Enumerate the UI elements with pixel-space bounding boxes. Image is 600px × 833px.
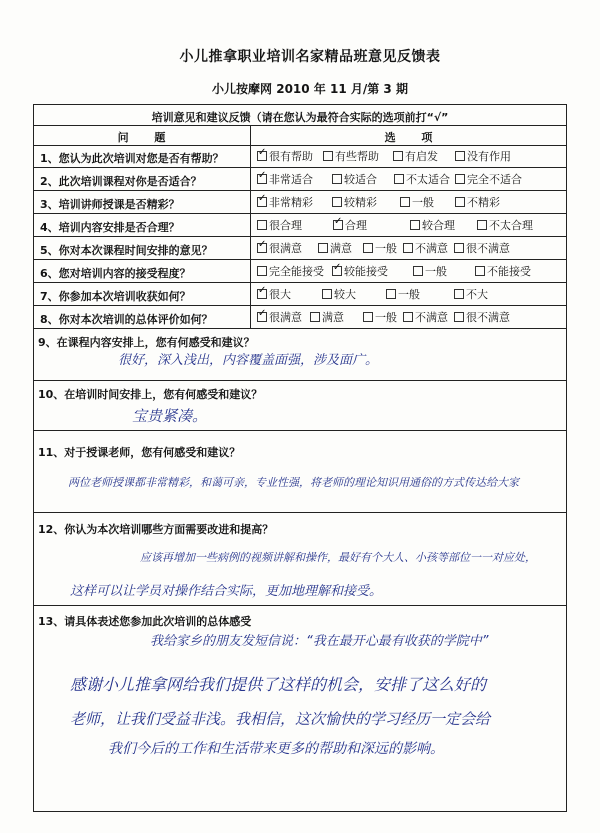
option-label: 完全不适合 <box>467 173 522 186</box>
checkbox[interactable] <box>386 289 396 299</box>
checkbox[interactable] <box>454 312 464 322</box>
question-1: 1、您认为此次培训对您是否有帮助？ <box>40 152 224 165</box>
option-label: 非常适合 <box>269 173 313 186</box>
table-rule <box>33 167 567 168</box>
option-label: 较适合 <box>344 173 377 186</box>
checkbox[interactable] <box>413 266 423 276</box>
option-label: 不精彩 <box>467 196 500 209</box>
question-2: 2、此次培训课程对你是否适合？ <box>40 175 202 188</box>
answer-9[interactable]: 很好，深入浅出，内容覆盖面强，涉及面广。 <box>118 353 379 368</box>
option-label: 一般 <box>375 242 397 255</box>
option-label: 很不满意 <box>466 311 510 324</box>
option-label: 不大 <box>466 288 488 301</box>
option[interactable] <box>310 311 344 323</box>
option[interactable] <box>363 311 397 323</box>
column-header-options: 选 项 <box>384 131 433 144</box>
option-label: 很满意 <box>269 242 302 255</box>
question-11: 11、对于授课老师，您有何感受和建议？ <box>38 446 241 459</box>
checkbox[interactable] <box>475 266 485 276</box>
option[interactable] <box>454 242 510 254</box>
answer-10[interactable]: 宝贵紧凑。 <box>132 407 208 425</box>
option-label: 不太适合 <box>406 173 450 186</box>
table-rule <box>33 305 567 306</box>
checkbox[interactable] <box>454 289 464 299</box>
column-divider <box>250 125 251 328</box>
option[interactable] <box>454 311 510 323</box>
question-9: 9、在课程内容安排上，您有何感受和建议？ <box>38 336 255 349</box>
option[interactable] <box>332 265 388 277</box>
column-header-question: 问 题 <box>117 131 166 144</box>
checkbox[interactable] <box>455 197 465 207</box>
option[interactable] <box>257 242 302 254</box>
table-rule <box>33 125 567 126</box>
question-7: 7、你参加本次培训收获如何？ <box>40 290 191 303</box>
checkbox[interactable] <box>410 220 420 230</box>
checkbox[interactable] <box>455 151 465 161</box>
option[interactable] <box>454 288 488 300</box>
option[interactable] <box>455 150 511 162</box>
option[interactable] <box>257 265 324 277</box>
checkbox[interactable] <box>332 197 342 207</box>
option[interactable] <box>257 196 313 208</box>
checkbox[interactable] <box>257 289 267 299</box>
option-label: 很不满意 <box>466 242 510 255</box>
option-label: 一般 <box>412 196 434 209</box>
answer-12-line[interactable]: 应该再增加一些病例的视频讲解和操作，最好有个大人、小孩等部位一一对应处， <box>140 551 536 564</box>
table-rule <box>33 380 567 381</box>
option-label: 满意 <box>322 311 344 324</box>
option-label: 不满意 <box>415 311 448 324</box>
question-5: 5、你对本次课程时间安排的意见？ <box>40 244 213 257</box>
answer-13-line[interactable]: 感谢小儿推拿网给我们提供了这样的机会，安排了这么好的 <box>70 675 487 694</box>
question-10: 10、在培训时间安排上，您有何感受和建议？ <box>38 388 263 401</box>
option[interactable] <box>332 173 377 185</box>
checkbox[interactable] <box>322 289 332 299</box>
option[interactable] <box>386 288 420 300</box>
checkbox[interactable] <box>332 266 342 276</box>
checkbox[interactable] <box>477 220 487 230</box>
option[interactable] <box>393 150 438 162</box>
answer-13-line[interactable]: 老师，让我们受益非浅。我相信，这次愉快的学习经历一定会给 <box>70 710 491 728</box>
option-label: 一般 <box>398 288 420 301</box>
option-label: 较大 <box>334 288 356 301</box>
option-label: 很有帮助 <box>269 150 313 163</box>
checkbox[interactable] <box>403 312 413 322</box>
option[interactable] <box>257 173 313 185</box>
table-rule <box>33 282 567 283</box>
option[interactable] <box>333 219 367 231</box>
checkbox[interactable] <box>257 243 267 253</box>
option-label: 很合理 <box>269 219 302 232</box>
option-label: 一般 <box>425 265 447 278</box>
form-title: 小儿推拿职业培训名家精品班意见反馈表 <box>179 49 441 65</box>
option[interactable] <box>477 219 533 231</box>
option[interactable] <box>322 288 356 300</box>
checkbox[interactable] <box>257 151 267 161</box>
option[interactable] <box>394 173 450 185</box>
option[interactable] <box>455 196 500 208</box>
table-instruction: 培训意见和建议反馈（请在您认为最符合实际的选项前打“√” <box>151 111 449 124</box>
checkbox[interactable] <box>403 243 413 253</box>
checkbox[interactable] <box>333 220 343 230</box>
option-label: 很大 <box>269 288 291 301</box>
table-rule <box>33 328 567 329</box>
question-8: 8、你对本次培训的总体评价如何？ <box>40 313 213 326</box>
checkbox[interactable] <box>318 243 328 253</box>
option-label: 完全能接受 <box>269 265 324 278</box>
option-label: 非常精彩 <box>269 196 313 209</box>
option[interactable] <box>403 311 448 323</box>
option[interactable] <box>410 219 455 231</box>
checkbox[interactable] <box>310 312 320 322</box>
checkbox[interactable] <box>257 197 267 207</box>
form-subtitle: 小儿按摩网 2010 年 11 月/第 3 期 <box>212 82 408 96</box>
table-rule <box>33 259 567 260</box>
question-4: 4、培训内容安排是否合理？ <box>40 221 180 234</box>
option[interactable] <box>455 173 522 185</box>
answer-11[interactable]: 两位老师授课都非常精彩，和蔼可亲，专业性强，将老师的理论知识用通俗的方式传达给大家 <box>68 476 519 489</box>
option-label: 较合理 <box>422 219 455 232</box>
question-13: 13、请具体表述您参加此次培训的总体感受 <box>38 615 252 628</box>
option[interactable] <box>318 242 352 254</box>
option-label: 不太合理 <box>489 219 533 232</box>
question-12: 12、你认为本次培训哪些方面需要改进和提高？ <box>38 523 274 536</box>
answer-12-line[interactable]: 这样可以让学员对操作结合实际，更加地理解和接受。 <box>70 584 383 599</box>
option[interactable] <box>332 196 377 208</box>
option[interactable] <box>413 265 447 277</box>
question-6: 6、您对培训内容的接受程度？ <box>40 267 191 280</box>
checkbox[interactable] <box>394 174 404 184</box>
option-label: 很满意 <box>269 311 302 324</box>
table-rule <box>33 430 567 431</box>
option-label: 有些帮助 <box>335 150 379 163</box>
option[interactable] <box>257 219 302 231</box>
answer-13-line[interactable]: 我们今后的工作和生活带来更多的帮助和深远的影响。 <box>108 741 444 757</box>
option-label: 一般 <box>375 311 397 324</box>
answer-13-line[interactable]: 我给家乡的朋友发短信说：“我在最开心最有收获的学院中” <box>150 634 489 649</box>
checkbox[interactable] <box>257 312 267 322</box>
option[interactable] <box>257 150 313 162</box>
option[interactable] <box>257 288 291 300</box>
option-label: 不能接受 <box>487 265 531 278</box>
option-label: 不满意 <box>415 242 448 255</box>
checkbox[interactable] <box>323 151 333 161</box>
table-rule <box>33 190 567 191</box>
option-label: 较精彩 <box>344 196 377 209</box>
checkbox[interactable] <box>455 174 465 184</box>
checkbox[interactable] <box>400 197 410 207</box>
option-label: 较能接受 <box>344 265 388 278</box>
option[interactable] <box>323 150 379 162</box>
checkbox[interactable] <box>363 312 373 322</box>
option[interactable] <box>400 196 434 208</box>
checkbox[interactable] <box>257 266 267 276</box>
option[interactable] <box>403 242 448 254</box>
table-rule <box>33 512 567 513</box>
checkbox[interactable] <box>363 243 373 253</box>
option-label: 有启发 <box>405 150 438 163</box>
checkbox[interactable] <box>393 151 403 161</box>
checkbox[interactable] <box>454 243 464 253</box>
option-label: 满意 <box>330 242 352 255</box>
option-label: 没有作用 <box>467 150 511 163</box>
checkbox[interactable] <box>332 174 342 184</box>
table-rule <box>33 605 567 606</box>
checkbox[interactable] <box>257 220 267 230</box>
option[interactable] <box>257 311 302 323</box>
checkbox[interactable] <box>257 174 267 184</box>
table-rule <box>33 236 567 237</box>
option[interactable] <box>475 265 531 277</box>
option-label: 合理 <box>345 219 367 232</box>
question-3: 3、培训讲师授课是否精彩？ <box>40 198 180 211</box>
table-rule <box>33 213 567 214</box>
table-rule <box>33 145 567 146</box>
option[interactable] <box>363 242 397 254</box>
